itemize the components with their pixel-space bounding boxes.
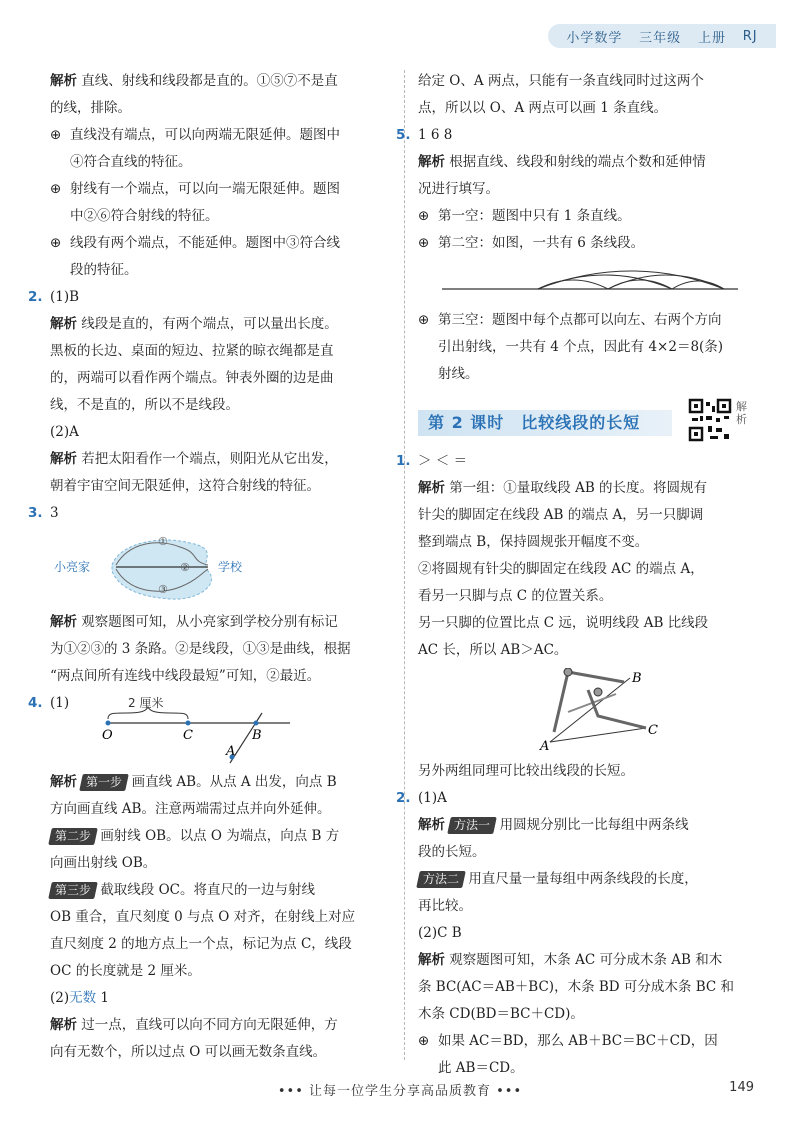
- q1-bullet-2: [50, 176, 390, 203]
- text: 若把太阳看作一个端点，则阳光从它出发，: [81, 451, 338, 467]
- text: 点，所以以 O、A 两点可以画 1 条直线。: [418, 100, 668, 116]
- q4-line-figure: [50, 695, 390, 765]
- text: OC 的长度就是 2 厘米。: [50, 963, 201, 979]
- answer: ＞ ＜ ＝: [418, 453, 468, 469]
- column-divider: [404, 70, 405, 1060]
- left-column: [28, 68, 390, 1066]
- compass-hinge: [564, 668, 572, 676]
- question-number: 5.: [396, 127, 411, 143]
- footer-slogan: ••• 让每一位学生分享高品质教育 •••: [277, 1084, 523, 1099]
- route-1-label: ①: [158, 535, 168, 548]
- q2-analysis-2: [50, 446, 390, 473]
- q5-answer: [396, 122, 758, 149]
- q5-bullet-1: [418, 203, 758, 230]
- text: 木条 CD(BD＝BC＋CD)。: [418, 1006, 584, 1022]
- label-c: C: [183, 728, 193, 743]
- q2-answer-1: [28, 284, 390, 311]
- text: 第三空：题图中每个点都可以向左、右两个方向: [438, 312, 722, 328]
- text: 段的长短。: [418, 844, 486, 860]
- header-volume: 上册: [697, 30, 726, 46]
- text: 针尖的脚固定在线段 AB 的端点 A，另一只脚调: [418, 507, 704, 523]
- text: 画射线 OB。以点 O 为端点，向点 B 方: [100, 828, 340, 844]
- question-number: 4.: [28, 695, 43, 711]
- analysis-label: 解析: [418, 480, 445, 496]
- answer: (1): [50, 695, 70, 711]
- text: 第二步: [55, 829, 92, 843]
- question-number: 2.: [396, 790, 411, 806]
- q1-analysis: [50, 68, 390, 95]
- q3-route-figure: [50, 531, 390, 605]
- s1-answer: [396, 448, 758, 475]
- qr-label: 解析: [736, 400, 747, 426]
- question-number: 3.: [28, 505, 43, 521]
- point-c: [186, 721, 191, 726]
- school-label: 学校: [218, 560, 243, 574]
- text: 用圆规分别比一比每组中两条线: [499, 817, 689, 833]
- q4-step-1: [50, 769, 390, 796]
- text: 根据直线、线段和射线的端点个数和延伸情: [449, 154, 706, 170]
- s2-method-1: [418, 812, 758, 839]
- compass-diagram: [418, 668, 748, 754]
- answer: 1: [100, 990, 110, 1006]
- q5-segment-figure: [418, 261, 758, 303]
- text: 为①②③的 3 条路。②是线段，①③是曲线，根据: [50, 641, 351, 657]
- lesson-heading: [418, 400, 758, 440]
- text: AC 长，所以 AB＞AC。: [418, 642, 568, 658]
- analysis-label: 解析: [50, 73, 77, 89]
- compass-hinge: [594, 688, 602, 696]
- q1-bullet-1: [50, 122, 390, 149]
- text: 向有无数个，所以过点 O 可以画无数条直线。: [50, 1044, 327, 1060]
- header-grade: 三年级: [639, 30, 682, 46]
- text: 朝着宇宙空间无限延伸，这符合射线的特征。: [50, 478, 320, 494]
- q5-bullet-3: [418, 307, 758, 334]
- route-2-label: ②: [180, 561, 190, 574]
- q1-bullet-3: [50, 230, 390, 257]
- analysis-label: 解析: [418, 154, 445, 170]
- text: 截取线段 OC。将直尺的一边与射线: [100, 882, 316, 898]
- q4-answer-2: [50, 985, 390, 1012]
- label-b: B: [252, 728, 262, 743]
- question-number: 1.: [396, 453, 411, 469]
- method-tag: [416, 871, 466, 888]
- answer: (1)B: [50, 289, 80, 305]
- header-edition: RJ: [742, 28, 758, 44]
- line-ray-diagram: [50, 695, 350, 765]
- qr-code-icon[interactable]: [688, 398, 732, 442]
- text: 用直尺量一量每组中两条线段的长度，: [468, 871, 698, 887]
- s1-analysis: [418, 475, 758, 502]
- text: 引出射线，一共有 4 个点，因此有 4×2＝8(条): [438, 339, 724, 355]
- plus-circle-icon: ⊕: [50, 235, 62, 251]
- text: 给定 O、A 两点，只能有一条直线同时过这两个: [418, 73, 704, 89]
- answer: (1)A: [418, 790, 447, 806]
- text: 段的特征。: [70, 262, 138, 278]
- text: 画直线 AB。从点 A 出发，向点 B: [131, 774, 337, 790]
- analysis-label: 解析: [50, 774, 77, 790]
- text: 况进行填写。: [418, 181, 499, 197]
- s1-compass-figure: [418, 668, 758, 754]
- text: 过一点，直线可以向不同方向无限延伸，方: [81, 1017, 338, 1033]
- answer-highlight: 无数: [69, 990, 97, 1006]
- label-b: B: [632, 671, 642, 686]
- compass-leg: [554, 672, 568, 732]
- text: 观察题图可知，木条 AC 可分成木条 AB 和木: [449, 952, 723, 968]
- label-a: A: [540, 739, 550, 754]
- text: 方法一: [454, 818, 491, 832]
- text: 射线。: [438, 366, 479, 382]
- text: 中②⑥符合射线的特征。: [70, 208, 219, 224]
- q5-bullet-2: [418, 230, 758, 257]
- answer: (2): [50, 990, 70, 1006]
- page-header: [548, 24, 776, 48]
- text: 此 AB＝CD。: [438, 1060, 524, 1076]
- text: “两点间所有连线中线段最短”可知，②最近。: [50, 668, 321, 684]
- text: 直线、射线和线段都是直的。①⑤⑦不是直: [81, 73, 338, 89]
- text: 射线有一个端点，可以向一端无限延伸。题图: [70, 181, 340, 197]
- q3-answer: [28, 500, 390, 527]
- q4-step-3: [50, 877, 390, 904]
- step-tag: [48, 882, 98, 899]
- right-column: [396, 68, 758, 1082]
- label-c: C: [648, 723, 658, 738]
- text: 第三步: [55, 883, 92, 897]
- question-number: 2.: [28, 289, 43, 305]
- answer: (2)C B: [418, 925, 462, 941]
- lesson-title: 第 2 课时 比较线段的长短: [428, 413, 641, 432]
- text: 线，不是直的，所以不是线段。: [50, 397, 239, 413]
- text: 第一步: [86, 775, 123, 789]
- analysis-label: 解析: [418, 817, 445, 833]
- answer: (2)A: [50, 424, 79, 440]
- q3-analysis: [50, 609, 390, 636]
- q4-step-2: [50, 823, 390, 850]
- step-tag: [48, 828, 98, 845]
- analysis-label: 解析: [50, 451, 77, 467]
- text: ④符合直线的特征。: [70, 154, 192, 170]
- text: 向画出射线 OB。: [50, 855, 157, 871]
- text: 看另一只脚与点 C 的位置关系。: [418, 588, 613, 604]
- compass-leg: [568, 672, 624, 682]
- text: 线段有两个端点，不能延伸。题图中③符合线: [70, 235, 340, 251]
- page-number: 149: [729, 1080, 754, 1095]
- analysis-label: 解析: [50, 316, 77, 332]
- plus-circle-icon: ⊕: [418, 208, 430, 224]
- text: 黑板的长边、桌面的短边、拉紧的晾衣绳都是直: [50, 343, 334, 359]
- plus-circle-icon: ⊕: [418, 235, 430, 251]
- answer: 1 6 8: [418, 127, 453, 143]
- analysis-label: 解析: [418, 952, 445, 968]
- text: 第二空：如图，一共有 6 条线段。: [438, 235, 645, 251]
- text: ②将圆规有针尖的脚固定在线段 AC 的端点 A，: [418, 561, 704, 577]
- text: 整到端点 B，保持圆规张开幅度不变。: [418, 534, 649, 550]
- s2-method-2: [418, 866, 758, 893]
- home-label: 小亮家: [54, 560, 91, 574]
- text: 第一组：①量取线段 AB 的长度。将圆规有: [449, 480, 708, 496]
- text: 再比较。: [418, 898, 472, 914]
- text: 的线，排除。: [50, 100, 131, 116]
- plus-circle-icon: ⊕: [418, 312, 430, 328]
- method-tag: [447, 817, 497, 834]
- segment-arcs: [418, 261, 748, 303]
- text: 方法二: [423, 872, 460, 886]
- s2-analysis: [418, 947, 758, 974]
- q5-analysis: [418, 149, 758, 176]
- text: 条 BC(AC＝AB＋BC)，木条 BD 可分成木条 BC 和: [418, 979, 734, 995]
- point-b: [254, 721, 259, 726]
- route-3-label: ③: [158, 583, 168, 596]
- plus-circle-icon: ⊕: [418, 1033, 430, 1049]
- text: 的，两端可以看作两个端点。钟表外圈的边是曲: [50, 370, 334, 386]
- text: 观察题图可知，从小亮家到学校分别有标记: [81, 614, 338, 630]
- answer: 3: [50, 505, 59, 521]
- text: 直尺刻度 2 的地方点上一个点，标记为点 C，线段: [50, 936, 352, 952]
- text: 如果 AC＝BD，那么 AB＋BC＝BC＋CD，因: [438, 1033, 718, 1049]
- label-a: A: [226, 744, 236, 759]
- point-o: [106, 721, 111, 726]
- text: 线段是直的，有两个端点，可以量出长度。: [81, 316, 338, 332]
- q4-analysis-2: [50, 1012, 390, 1039]
- text: 第一空：题图中只有 1 条直线。: [438, 208, 631, 224]
- text: 另外两组同理可比较出线段的长短。: [418, 763, 634, 779]
- route-diagram: [50, 531, 290, 605]
- text: 方向画直线 AB。注意两端需过点并向外延伸。: [50, 801, 331, 817]
- s2-bullet: [418, 1028, 758, 1055]
- header-subject: 小学数学: [566, 30, 623, 46]
- step-tag: [79, 774, 129, 791]
- text: 直线没有端点，可以向两端无限延伸。题图中: [70, 127, 340, 143]
- label-o: O: [102, 728, 113, 743]
- s2-answer-1: [396, 785, 758, 812]
- analysis-label: 解析: [50, 614, 77, 630]
- plus-circle-icon: ⊕: [50, 181, 62, 197]
- plus-circle-icon: ⊕: [50, 127, 62, 143]
- length-label: 2 厘米: [128, 696, 164, 710]
- q2-analysis-1: [50, 311, 390, 338]
- text: 另一只脚的位置比点 C 远，说明线段 AB 比线段: [418, 615, 709, 631]
- text: OB 重合，直尺刻度 0 与点 O 对齐，在射线上对应: [50, 909, 356, 925]
- analysis-label: 解析: [50, 1017, 77, 1033]
